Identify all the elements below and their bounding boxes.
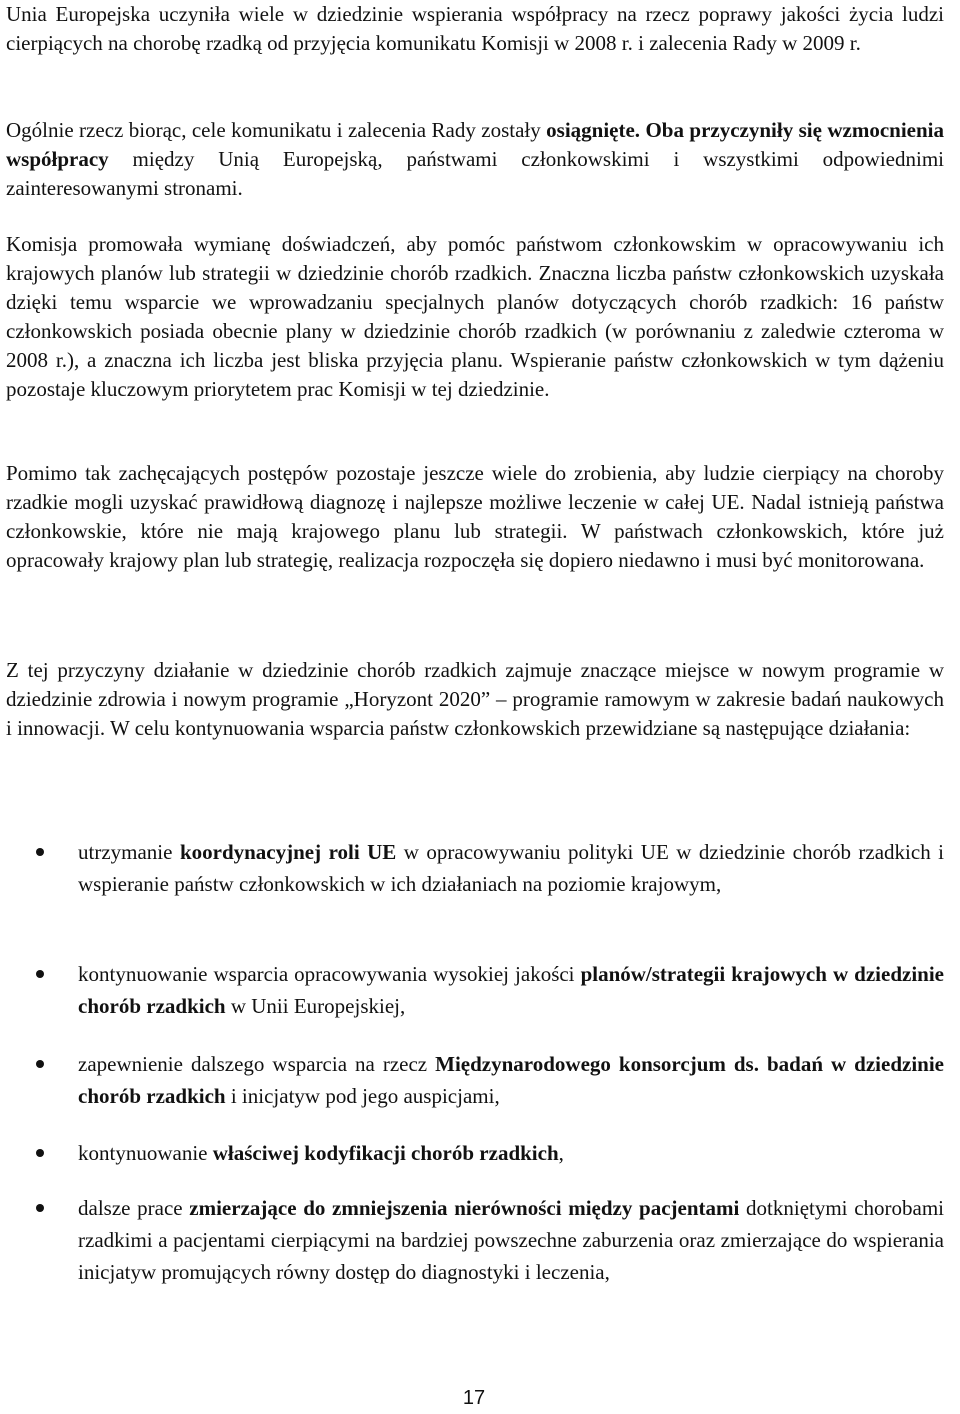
paragraph-2-text-c: między Unią Europejską, państwami członkowskimi i wszystkimi odpowiednimi zainteresowanymi stronami. [6,147,944,200]
list-item-bold: planów/strategii krajowych w dziedzinie chorób rzadkich [78,962,944,1018]
list-item-text-a: utrzymanie [78,840,180,864]
list-item-text-c: , [558,1141,564,1165]
list-item-text-a: dalsze prace [78,1196,190,1220]
list-item-text-a: kontynuowanie [78,1141,213,1165]
list-item [78,1192,944,1288]
list-item [78,1048,944,1112]
bullet-icon [36,970,44,978]
list-item-text-a: kontynuowanie wsparcia opracowywania wysokiej jakości [78,962,581,986]
list-item [78,836,944,900]
bullet-icon [36,1204,44,1212]
list-item [78,1137,944,1169]
list-item-text-a: zapewnienie dalszego wsparcia na rzecz [78,1052,436,1076]
paragraph-5: Z tej przyczyny działanie w dziedzinie chorób rzadkich zajmuje znaczące miejsce w nowym programie w dziedzinie zdrowia i nowym programie „Horyzont 2020” – programie ramowym w zakresie badań naukowych i innowacji. W celu kontynuowania wsparcia państw członkowskich przewidziane są następujące działania: [6,658,944,740]
list-item-bold: właściwej kodyfikacji chorób rzadkich [212,1141,559,1165]
paragraph-4: Pomimo tak zachęcających postępów pozostaje jeszcze wiele do zrobienia, aby ludzie cierpiący na choroby rzadkie mogli uzyskać prawidłową diagnozę i najlepsze możliwe leczenie w całej UE. Nadal istnieją państwa członkowskie, które nie mają krajowego planu lub strategii. W państwach członkowskich, które już opracowały krajowy plan lub strategię, realizacja rozpoczęła się dopiero niedawno i musi być monitorowana. [6,461,944,572]
list-item-text-c: i inicjatyw pod jego auspicjami, [225,1084,500,1108]
list-item-bold: Międzynarodowego konsorcjum ds. badań w dziedzinie chorób rzadkich [78,1052,944,1108]
page-number: 17 [462,1387,486,1409]
list-item-text-c: w Unii Europejskiej, [225,994,406,1018]
list-item [78,958,944,1022]
list-item-text-c: w opracowywaniu polityki UE w dziedzinie chorób rzadkich i wspieranie państw członkowskich w ich działaniach na poziomie krajowym, [78,840,945,896]
bullet-icon [36,1149,44,1157]
paragraph-1: Unia Europejska uczyniła wiele w dziedzinie wspierania współpracy na rzecz poprawy jakości życia ludzi cierpiących na chorobę rzadką od przyjęcia komunikatu Komisji w 2008 r. i zalecenia Rady w 2009 r. [6,2,944,55]
paragraph-2-text-a: Ogólnie rzecz biorąc, cele komunikatu i zalecenia Rady zostały [6,118,547,142]
list-item-bold: zmierzające do zmniejszenia nierówności między pacjentami [189,1196,740,1220]
list-item-bold: koordynacyjnej roli UE [179,840,397,864]
paragraph-2 [6,116,944,203]
list-item-text-c: dotkniętymi chorobami rzadkimi a pacjentami cierpiącymi na bardziej powszechne zaburzenia oraz zmierzające do wspierania inicjatyw promujących równy dostęp do diagnostyki i leczenia, [78,1196,944,1284]
bullet-icon [36,1060,44,1068]
paragraph-2-bold: osiągnięte. Oba przyczyniły się wzmocnienia współpracy [6,118,944,171]
paragraph-3: Komisja promowała wymianę doświadczeń, aby pomóc państwom członkowskim w opracowywaniu ich krajowych planów lub strategii w dziedzinie chorób rzadkich. Znaczna liczba państw członkowskich uzyskała dzięki temu wsparcie we wprowadzaniu specjalnych planów dotyczących chorób rzadkich: 16 państw członkowskich posiada obecnie plany w dziedzinie chorób rzadkich (w porównaniu z zaledwie czteroma w 2008 r.), a znaczna ich liczba jest bliska przyjęcia planu. Wspieranie państw członkowskich w tym dążeniu pozostaje kluczowym priorytetem prac Komisji w tej dziedzinie. [6,232,944,401]
bullet-icon [36,848,44,856]
